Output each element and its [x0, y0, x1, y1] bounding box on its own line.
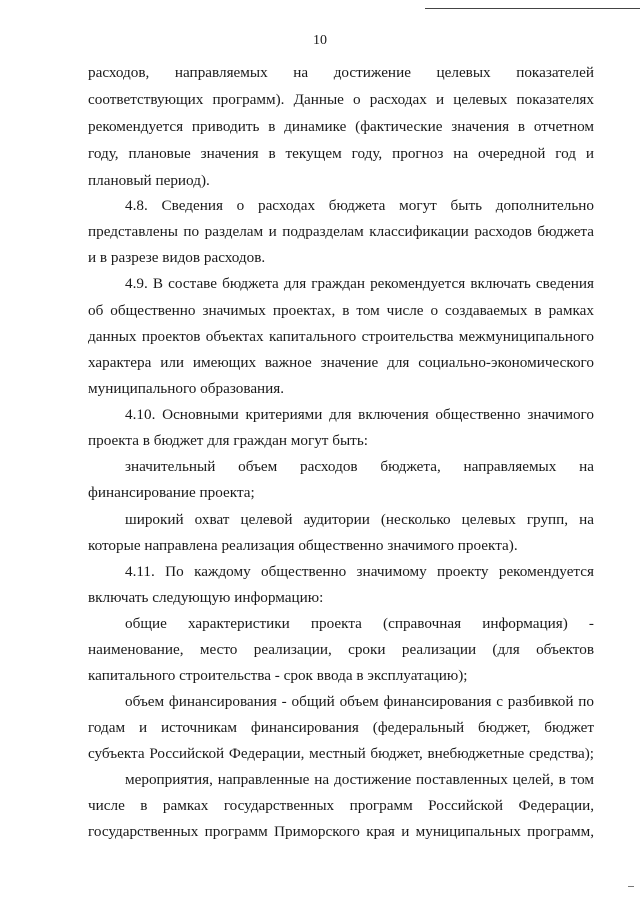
text-line: и в разрезе видов расходов.: [88, 249, 266, 266]
text-line: 4.8. Сведения о расходах бюджета могут быть дополнительно: [125, 197, 594, 214]
text-line: расходов, направляемых на достижение целевых показателей: [88, 64, 594, 81]
text-line: числе в рамках государственных программ Российской Федерации,: [88, 797, 594, 814]
scan-edge-mark: [628, 886, 634, 887]
text-line: 4.10. Основными критериями для включения общественно значимого: [125, 406, 594, 423]
text-line: проекта в бюджет для граждан могут быть:: [88, 432, 368, 449]
text-line: году, плановые значения в текущем году, прогноз на очередной год и: [88, 145, 594, 162]
text-line: 4.11. По каждому общественно значимому проекту рекомендуется: [125, 563, 594, 580]
text-line: соответствующих программ). Данные о расходах и целевых показателях: [88, 91, 594, 108]
top-rule: [425, 8, 640, 9]
page-number: 10: [313, 33, 327, 48]
text-line: мероприятия, направленные на достижение поставленных целей, в том: [125, 771, 594, 788]
text-line: государственных программ Приморского края и муниципальных программ,: [88, 823, 594, 840]
text-line: субъекта Российской Федерации, местный бюджет, внебюджетные средства);: [88, 745, 594, 762]
text-line: объем финансирования - общий объем финансирования с разбивкой по: [125, 693, 594, 710]
text-line: 4.9. В составе бюджета для граждан рекомендуется включать сведения: [125, 275, 594, 292]
text-line: характера или имеющих важное значение для социально-экономического: [88, 354, 594, 371]
text-line: данных проектов объектах капитального строительства межмуниципального: [88, 328, 594, 345]
text-line: значительный объем расходов бюджета, направляемых на: [125, 458, 594, 475]
text-line: капитального строительства - срок ввода в эксплуатацию);: [88, 667, 468, 684]
text-line: включать следующую информацию:: [88, 589, 324, 606]
text-line: финансирование проекта;: [88, 484, 255, 501]
text-line: муниципального образования.: [88, 380, 285, 397]
text-line: рекомендуется приводить в динамике (фактические значения в отчетном: [88, 118, 594, 135]
text-line: наименование, место реализации, сроки реализации (для объектов: [88, 641, 594, 658]
text-line: годам и источникам финансирования (федеральный бюджет, бюджет: [88, 719, 594, 736]
text-line: которые направлена реализация общественно значимого проекта).: [88, 537, 518, 554]
text-line: плановый период).: [88, 172, 210, 189]
text-line: общие характеристики проекта (справочная информация) -: [125, 615, 594, 632]
text-line: представлены по разделам и подразделам классификации расходов бюджета: [88, 223, 594, 240]
text-line: об общественно значимых проектах, в том числе о создаваемых в рамках: [88, 302, 594, 319]
text-line: широкий охват целевой аудитории (несколько целевых групп, на: [125, 511, 594, 528]
